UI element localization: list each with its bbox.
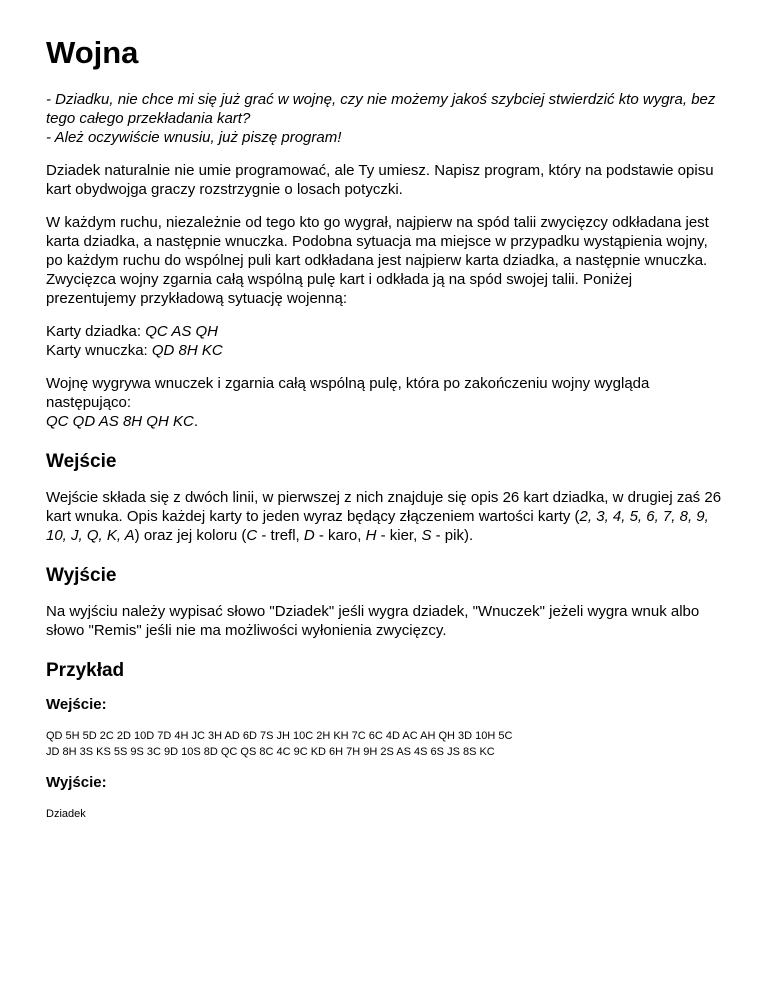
- input-heading: Wejście: [46, 451, 117, 473]
- input-text-b: ) oraz jej koloru (: [134, 526, 247, 544]
- suit-h-desc: - kier,: [376, 526, 422, 544]
- suit-d: D: [303, 526, 315, 544]
- dialog-line-1: - Dziadku, nie chce mi się już grać w wojnę, czy nie możemy jakoś szybciej stwierdzić kto wygra, bez tego całego przekładania kart?: [46, 91, 716, 128]
- grandpa-cards-label: Karty dziadka:: [46, 323, 146, 341]
- input-description: [46, 488, 722, 545]
- example-input-block: [46, 728, 722, 760]
- example-heading: Przykład: [46, 659, 125, 681]
- output-description: Na wyjściu należy wypisać słowo "Dziadek" jeśli wygra dziadek, "Wnuczek" jeżeli wygra wnuk albo słowo "Remis" jeśli nie ma możliwości wyłonienia zwycięzcy.: [46, 602, 700, 639]
- example-input-heading: Wejście:: [46, 696, 107, 714]
- war-result-paragraph: [46, 374, 722, 431]
- suit-s-desc: - pik).: [431, 526, 474, 544]
- grandson-cards-label: Karty wnuczka:: [46, 342, 152, 360]
- grandpa-cards: QC AS QH: [145, 323, 219, 341]
- suit-c: C: [246, 526, 258, 544]
- example-input-line-2: JD 8H 3S KS 5S 9S 3C 9D 10S 8D QC QS 8C 4C 9C KD 6H 7H 9H 2S AS 4S 6S JS 8S KC: [46, 746, 495, 759]
- example-cards-paragraph: [46, 322, 722, 360]
- rules-paragraph: W każdym ruchu, niezależnie od tego kto go wygrał, najpierw na spód talii zwycięzcy odkładana jest karta dziadka, a następnie wnuczka. Podobna sytuacja ma miejsce w przypadku wystąpienia wojny, po każdym ruchu do wspólnej puli kart odkładana jest najpierw karta dziadka, a następnie wnuczka. Zwycięzca wojny zgarnia całą wspólną pulę kart i odkłada ją na spód swojej talii. Poniżej prezentujemy przykładową sytuację wojenną:: [46, 214, 709, 308]
- war-result-period: .: [193, 413, 198, 431]
- suit-c-desc: - trefl,: [257, 526, 304, 544]
- suit-d-desc: - karo,: [314, 526, 366, 544]
- card-values: 2, 3, 4, 5, 6, 7, 8, 9, 10, J, Q, K, A: [46, 507, 709, 544]
- suit-s: S: [421, 526, 432, 544]
- output-heading: Wyjście: [46, 564, 117, 586]
- dialog-paragraph: [46, 90, 722, 147]
- example-output-heading: Wyjście:: [46, 774, 107, 792]
- example-input-line-1: QD 5H 5D 2C 2D 10D 7D 4H JC 3H AD 6D 7S JH 10C 2H KH 7C 6C 4D AC AH QH 3D 10H 5C: [46, 730, 513, 743]
- grandson-cards: QD 8H KC: [151, 342, 223, 360]
- dialog-line-2: - Ależ oczywiście wnusiu, już piszę program!: [46, 129, 342, 147]
- page-title: Wojna: [46, 35, 139, 70]
- war-result-text: Wojnę wygrywa wnuczek i zgarnia całą wspólną pulę, która po zakończeniu wojny wygląda następująco:: [46, 375, 650, 412]
- example-output-value: Dziadek: [46, 808, 86, 821]
- example-output-block: [46, 806, 722, 822]
- intro-paragraph: Dziadek naturalnie nie umie programować, ale Ty umiesz. Napisz program, który na podstawie opisu kart obydwojga graczy rozstrzygnie o losach potyczki.: [46, 162, 714, 199]
- input-text-a: Wejście składa się z dwóch linii, w pierwszej z nich znajduje się opis 26 kart dziadka, w drugiej zaś 26 kart wnuka. Opis każdej karty to jeden wyraz będący złączeniem wartości karty (: [46, 488, 722, 525]
- war-result-cards: QC QD AS 8H QH KC: [46, 413, 194, 431]
- suit-h: H: [365, 526, 377, 544]
